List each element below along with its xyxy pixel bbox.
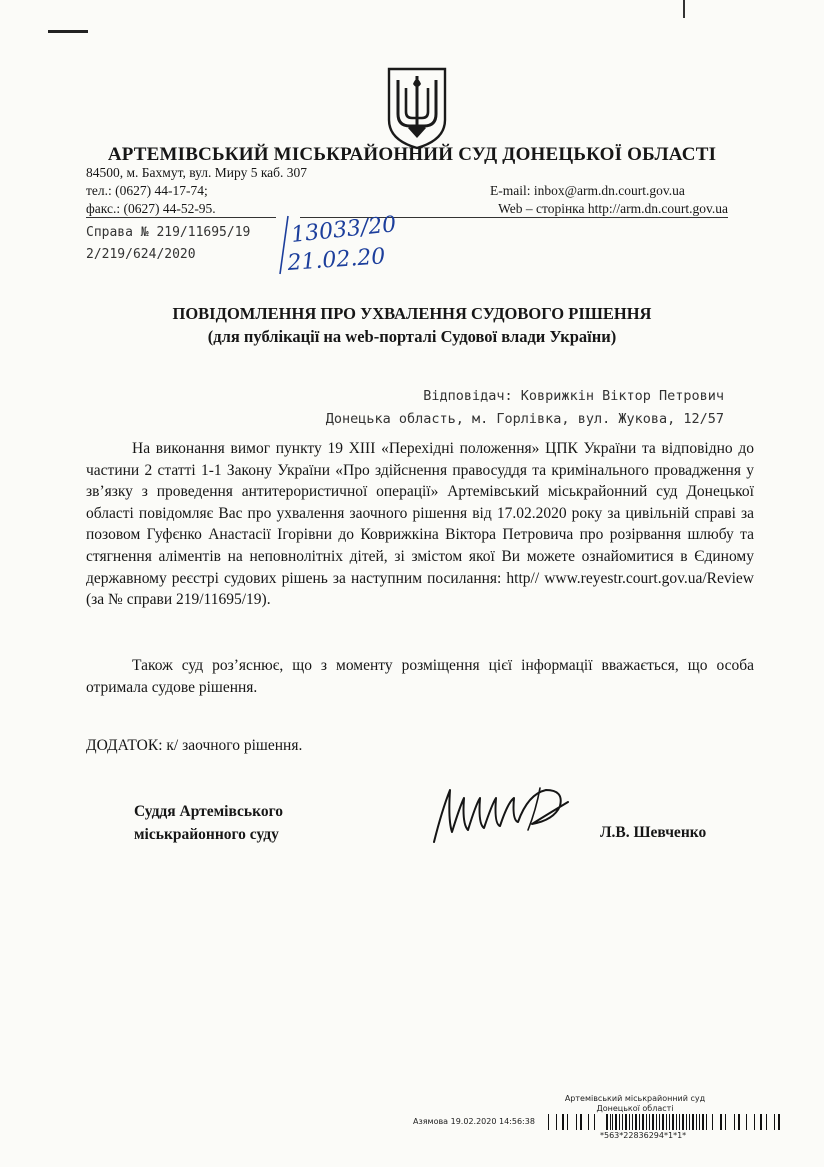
- footer-court-line: Артемівський міськрайонний суд: [564, 1094, 706, 1103]
- barcode-number: *563*22836294*1*1*: [600, 1131, 687, 1140]
- court-website: Web – сторінка http://arm.dn.court.gov.ua: [300, 201, 728, 218]
- court-phone: тел.: (0627) 44-17-74;: [86, 183, 208, 198]
- paragraph-text: Також суд роз’яснює, що з моменту розміщення цієї інформації вважається, що особа отримала судове рішення.: [86, 657, 754, 696]
- footer-court-line: Донецької області: [596, 1104, 674, 1113]
- court-fax: факс.: (0627) 44-52-95.: [86, 201, 276, 218]
- barcode: [548, 1112, 780, 1132]
- case-number: Справа № 219/11695/19: [86, 225, 251, 240]
- court-name-heading: АРТЕМІВСЬКИЙ МІСЬКРАЙОННИЙ СУД ДОНЕЦЬКОЇ ОБЛАСТІ: [107, 144, 717, 165]
- corner-mark: [48, 30, 88, 33]
- court-address: 84500, м. Бахмут, вул. Миру 5 каб. 307: [86, 165, 308, 180]
- registration-date: 21.02.20: [286, 244, 387, 276]
- respondent-address: Донецька область, м. Горлівка, вул. Жукова, 12/57: [325, 411, 724, 427]
- respondent-name: Відповідач: Коврижкін Віктор Петрович: [423, 388, 724, 404]
- judge-title-line: міськрайонного суду: [134, 826, 279, 843]
- judge-signature: [428, 780, 588, 850]
- paragraph-text: На виконання вимог пункту 19 XIII «Перехідні положення» ЦПК України та відповідно до частини 2 статті 1-1 Закону України «Про здійснення правосуддя та кримінального провадження у зв’язку з проведення антитерористичної операції» Артемівський міськрайонний суд Донецької області повідомляє Вас про ухвалення заочного рішення від 17.02.2020 року за цивільній справі за позовом Гуфєнко Анастасії Ігорівни до Коврижкіна Віктора Петровича про розірвання шлюбу та стягнення аліментів на неповнолітніх дітей, зі змістом якої Ви можете ознайомитися в Єдиному державному реєстрі судових рішень за наступним посилання: http// www.reyestr.court.gov.ua/Review (за № справи 219/11695/19).: [86, 440, 754, 609]
- notice-subtitle: (для публікації на web-порталі Судової влади України): [207, 327, 617, 346]
- edge-mark: [683, 0, 685, 18]
- registration-number: 13033/20: [290, 212, 398, 248]
- body-paragraph-2: [86, 655, 754, 698]
- court-email: E-mail: inbox@arm.dn.court.gov.ua: [490, 183, 685, 198]
- incoming-registration-handwritten: [240, 210, 400, 280]
- attachment-note: ДОДАТОК: к/ заочного рішення.: [86, 737, 303, 754]
- body-paragraph-1: [86, 438, 754, 611]
- respondent-block: [326, 385, 724, 431]
- coat-of-arms-emblem: [386, 66, 448, 150]
- footer-operator-timestamp: Азямова 19.02.2020 14:56:38: [413, 1117, 535, 1126]
- case-number-block: [86, 222, 250, 266]
- judge-name: Л.В. Шевченко: [600, 824, 707, 841]
- judge-title-line: Суддя Артемівського: [134, 803, 284, 820]
- proceeding-number: 2/219/624/2020: [86, 247, 196, 262]
- judge-title: [134, 800, 283, 846]
- footer-court-label: [520, 1094, 750, 1114]
- notice-title: ПОВІДОМЛЕННЯ ПРО УХВАЛЕННЯ СУДОВОГО РІШЕННЯ: [172, 304, 652, 323]
